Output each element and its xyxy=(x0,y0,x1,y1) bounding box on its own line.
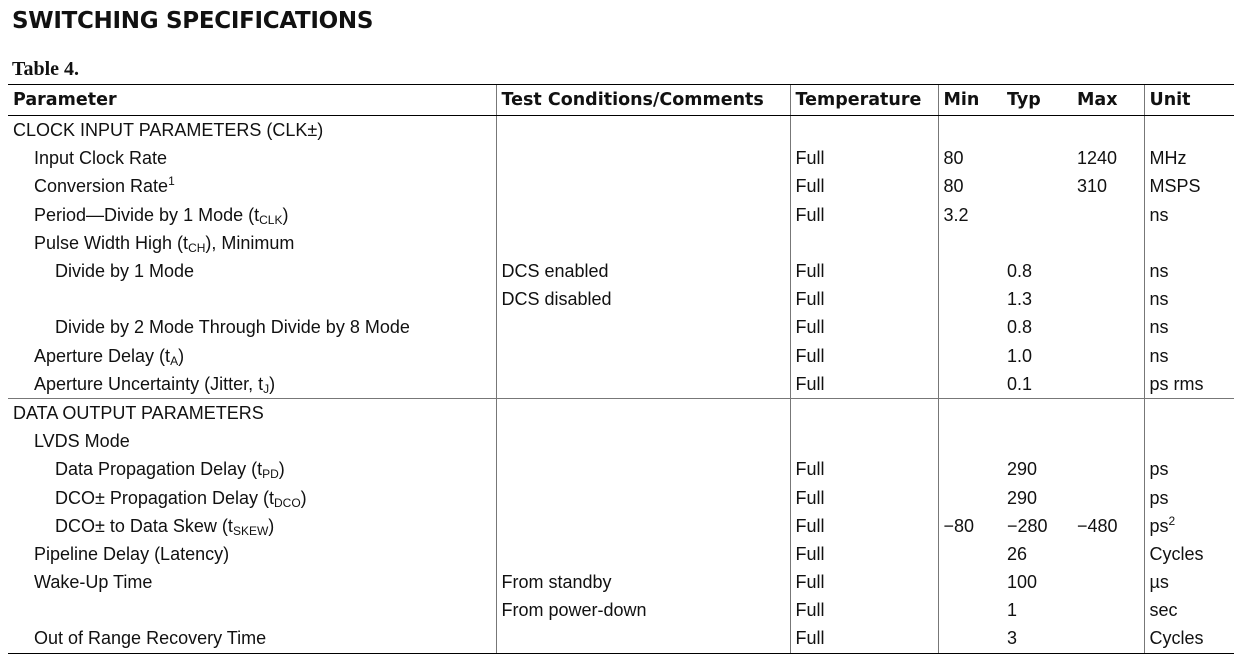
table-row xyxy=(8,116,1234,145)
cell-unit: Cycles xyxy=(1144,540,1234,568)
cell-parameter: Aperture Delay $(t_A)$ xyxy=(34,345,185,368)
cell-temperature: Full xyxy=(790,568,938,596)
table-row xyxy=(8,257,1234,285)
cell-temperature: Full xyxy=(790,540,938,568)
table-row xyxy=(8,342,1234,370)
cell-typ: −280 xyxy=(1007,515,1048,536)
cell-conditions xyxy=(496,172,790,200)
cell-max: 1240 xyxy=(1077,148,1118,169)
cell-parameter: Pulse Width High $(t_{CH})$, Minimum xyxy=(34,232,295,255)
footnote-marker: 2 xyxy=(1168,513,1176,528)
cell-temperature: Full xyxy=(790,144,938,172)
cell-typ xyxy=(1002,229,1072,257)
header-row xyxy=(8,85,1234,116)
cell-parameter: Pipeline Delay (Latency) xyxy=(34,543,230,564)
cell-temperature: Full xyxy=(790,512,938,540)
cell-max xyxy=(1072,313,1144,341)
table-row xyxy=(8,540,1234,568)
cell-conditions xyxy=(496,370,790,399)
cell-temperature: Full xyxy=(790,483,938,511)
cell-unit xyxy=(1144,398,1234,427)
cell-min xyxy=(938,624,1002,653)
switching-specifications-table xyxy=(8,84,1234,654)
cell-conditions xyxy=(496,427,790,455)
cell-temperature: Full xyxy=(790,172,938,200)
cell-temperature xyxy=(790,229,938,257)
cell-max xyxy=(1072,540,1144,568)
table-row xyxy=(8,624,1234,653)
cell-conditions xyxy=(496,398,790,427)
cell-temperature: Full xyxy=(790,257,938,285)
cell-max xyxy=(1072,116,1144,145)
cell-temperature: Full xyxy=(790,624,938,653)
cell-conditions xyxy=(496,313,790,341)
cell-temperature: Full xyxy=(790,596,938,624)
cell-conditions: DCS disabled xyxy=(496,285,790,313)
cell-conditions xyxy=(496,483,790,511)
cell-max xyxy=(1072,342,1144,370)
cell-typ: 1.0 xyxy=(1007,345,1033,366)
cell-min: 80 xyxy=(938,172,1002,200)
table-row xyxy=(8,285,1234,313)
cell-max xyxy=(1072,229,1144,257)
cell-unit: µs xyxy=(1144,568,1234,596)
cell-min xyxy=(938,229,1002,257)
cell-typ: 26 xyxy=(1007,543,1028,564)
cell-conditions xyxy=(496,540,790,568)
cell-typ xyxy=(1002,172,1072,200)
cell-typ xyxy=(1002,116,1072,145)
table-row xyxy=(8,144,1234,172)
cell-parameter: Period—Divide by 1 Mode $(t_{CLK})$ xyxy=(34,204,289,227)
cell-max xyxy=(1072,624,1144,653)
table-row xyxy=(8,313,1234,341)
table-row xyxy=(8,201,1234,229)
cell-typ xyxy=(1002,144,1072,172)
cell-parameter: DCO± to Data Skew $(t_{SKEW})$ xyxy=(55,515,275,538)
header-temperature: Temperature xyxy=(790,85,938,116)
cell-min xyxy=(938,116,1002,145)
cell-unit: ns xyxy=(1144,201,1234,229)
cell-max xyxy=(1072,257,1144,285)
cell-temperature xyxy=(790,427,938,455)
cell-min xyxy=(938,596,1002,624)
cell-parameter: Out of Range Recovery Time xyxy=(8,624,496,653)
cell-min xyxy=(938,568,1002,596)
cell-typ: 290 xyxy=(1007,487,1038,508)
header-unit: Unit xyxy=(1144,85,1234,116)
cell-min xyxy=(938,427,1002,455)
cell-parameter: Aperture Uncertainty (Jitter, $t_J$) xyxy=(34,373,276,396)
cell-min xyxy=(938,342,1002,370)
cell-temperature: Full xyxy=(790,285,938,313)
cell-unit xyxy=(1144,116,1234,145)
cell-unit: sec xyxy=(1144,596,1234,624)
cell-conditions xyxy=(496,624,790,653)
cell-max xyxy=(1072,483,1144,511)
cell-max: −480 xyxy=(1077,515,1118,536)
cell-parameter xyxy=(8,285,496,313)
header-min: Min xyxy=(938,85,1002,116)
table-row xyxy=(8,229,1234,257)
cell-parameter: Input Clock Rate xyxy=(34,148,168,169)
cell-unit: ps xyxy=(1144,455,1234,483)
cell-parameter: LVDS Mode xyxy=(34,431,130,452)
cell-conditions xyxy=(496,201,790,229)
header-max: Max xyxy=(1072,85,1144,116)
header-test-conditions: Test Conditions/Comments xyxy=(496,85,790,116)
cell-conditions xyxy=(496,512,790,540)
cell-min xyxy=(938,285,1002,313)
cell-max xyxy=(1072,398,1144,427)
header-parameter: Parameter xyxy=(8,85,496,116)
cell-parameter: DCO± Propagation Delay $(t_{DCO})$ xyxy=(55,487,307,510)
cell-unit: ns xyxy=(1144,257,1234,285)
cell-min xyxy=(938,540,1002,568)
cell-min xyxy=(938,257,1002,285)
cell-unit: ps rms xyxy=(1144,370,1234,399)
cell-unit: Cycles xyxy=(1144,624,1234,653)
table-row xyxy=(8,568,1234,596)
cell-typ: 0.8 xyxy=(1007,261,1033,282)
cell-min xyxy=(938,398,1002,427)
cell-min: 3.2 xyxy=(938,201,1002,229)
cell-typ: 290 xyxy=(1007,459,1038,480)
cell-unit: ns xyxy=(1144,342,1234,370)
cell-conditions: DCS enabled xyxy=(496,257,790,285)
cell-parameter: Conversion Rate$^1$ xyxy=(34,174,175,197)
cell-conditions xyxy=(496,342,790,370)
cell-unit: MSPS xyxy=(1144,172,1234,200)
cell-typ: 1.3 xyxy=(1007,289,1033,310)
cell-min xyxy=(938,370,1002,399)
cell-conditions: From standby xyxy=(496,568,790,596)
cell-max xyxy=(1072,568,1144,596)
cell-temperature xyxy=(790,116,938,145)
cell-unit: $ps^2$ xyxy=(1144,512,1234,540)
cell-min xyxy=(938,455,1002,483)
cell-unit xyxy=(1144,229,1234,257)
table-caption: Table 4. xyxy=(12,58,80,80)
cell-unit: ns xyxy=(1144,313,1234,341)
cell-temperature: Full xyxy=(790,370,938,399)
cell-typ: 0.8 xyxy=(1007,317,1033,338)
cell-conditions xyxy=(496,229,790,257)
footnote-marker: 1 xyxy=(168,174,175,189)
cell-max xyxy=(1072,427,1144,455)
cell-unit: ps xyxy=(1144,483,1234,511)
cell-temperature: Full xyxy=(790,201,938,229)
cell-unit xyxy=(1144,427,1234,455)
cell-typ xyxy=(1002,427,1072,455)
table-row xyxy=(8,370,1234,399)
cell-typ: 1 xyxy=(1007,600,1018,621)
table-row xyxy=(8,512,1234,540)
table-row xyxy=(8,596,1234,624)
section-heading-clock-input: CLOCK INPUT PARAMETERS (CLK±) xyxy=(13,120,324,141)
cell-parameter: Data Propagation Delay $(t_{PD})$ xyxy=(55,459,285,482)
cell-max xyxy=(1072,285,1144,313)
table-row xyxy=(8,398,1234,427)
cell-min: 80 xyxy=(938,144,1002,172)
cell-typ: 3 xyxy=(1002,624,1072,653)
cell-parameter: Divide by 2 Mode Through Divide by 8 Mode xyxy=(55,317,410,338)
cell-temperature xyxy=(790,398,938,427)
cell-conditions xyxy=(496,116,790,145)
cell-typ xyxy=(1002,398,1072,427)
header-typ: Typ xyxy=(1002,85,1072,116)
cell-conditions xyxy=(496,144,790,172)
cell-temperature: Full xyxy=(790,455,938,483)
cell-max xyxy=(1072,596,1144,624)
cell-parameter xyxy=(8,596,496,624)
cell-typ xyxy=(1002,201,1072,229)
table-row xyxy=(8,427,1234,455)
cell-min xyxy=(938,483,1002,511)
section-heading-data-output: DATA OUTPUT PARAMETERS xyxy=(8,398,496,427)
cell-conditions xyxy=(496,455,790,483)
cell-temperature: Full xyxy=(790,342,938,370)
cell-typ: 100 xyxy=(1007,572,1038,593)
cell-parameter: Divide by 1 Mode xyxy=(55,261,195,282)
cell-conditions: From power-down xyxy=(496,596,790,624)
table-row xyxy=(8,483,1234,511)
cell-max xyxy=(1072,370,1144,399)
cell-min: −80 xyxy=(938,512,1002,540)
cell-typ: 0.1 xyxy=(1007,373,1033,394)
table-row xyxy=(8,172,1234,200)
cell-unit: ns xyxy=(1144,285,1234,313)
cell-temperature: Full xyxy=(790,313,938,341)
cell-max: 310 xyxy=(1077,176,1108,197)
cell-max xyxy=(1072,201,1144,229)
cell-unit: MHz xyxy=(1144,144,1234,172)
cell-parameter: Wake-Up Time xyxy=(34,572,153,593)
cell-max xyxy=(1072,455,1144,483)
page-title: SWITCHING SPECIFICATIONS xyxy=(12,8,374,34)
table-row xyxy=(8,455,1234,483)
cell-min xyxy=(938,313,1002,341)
